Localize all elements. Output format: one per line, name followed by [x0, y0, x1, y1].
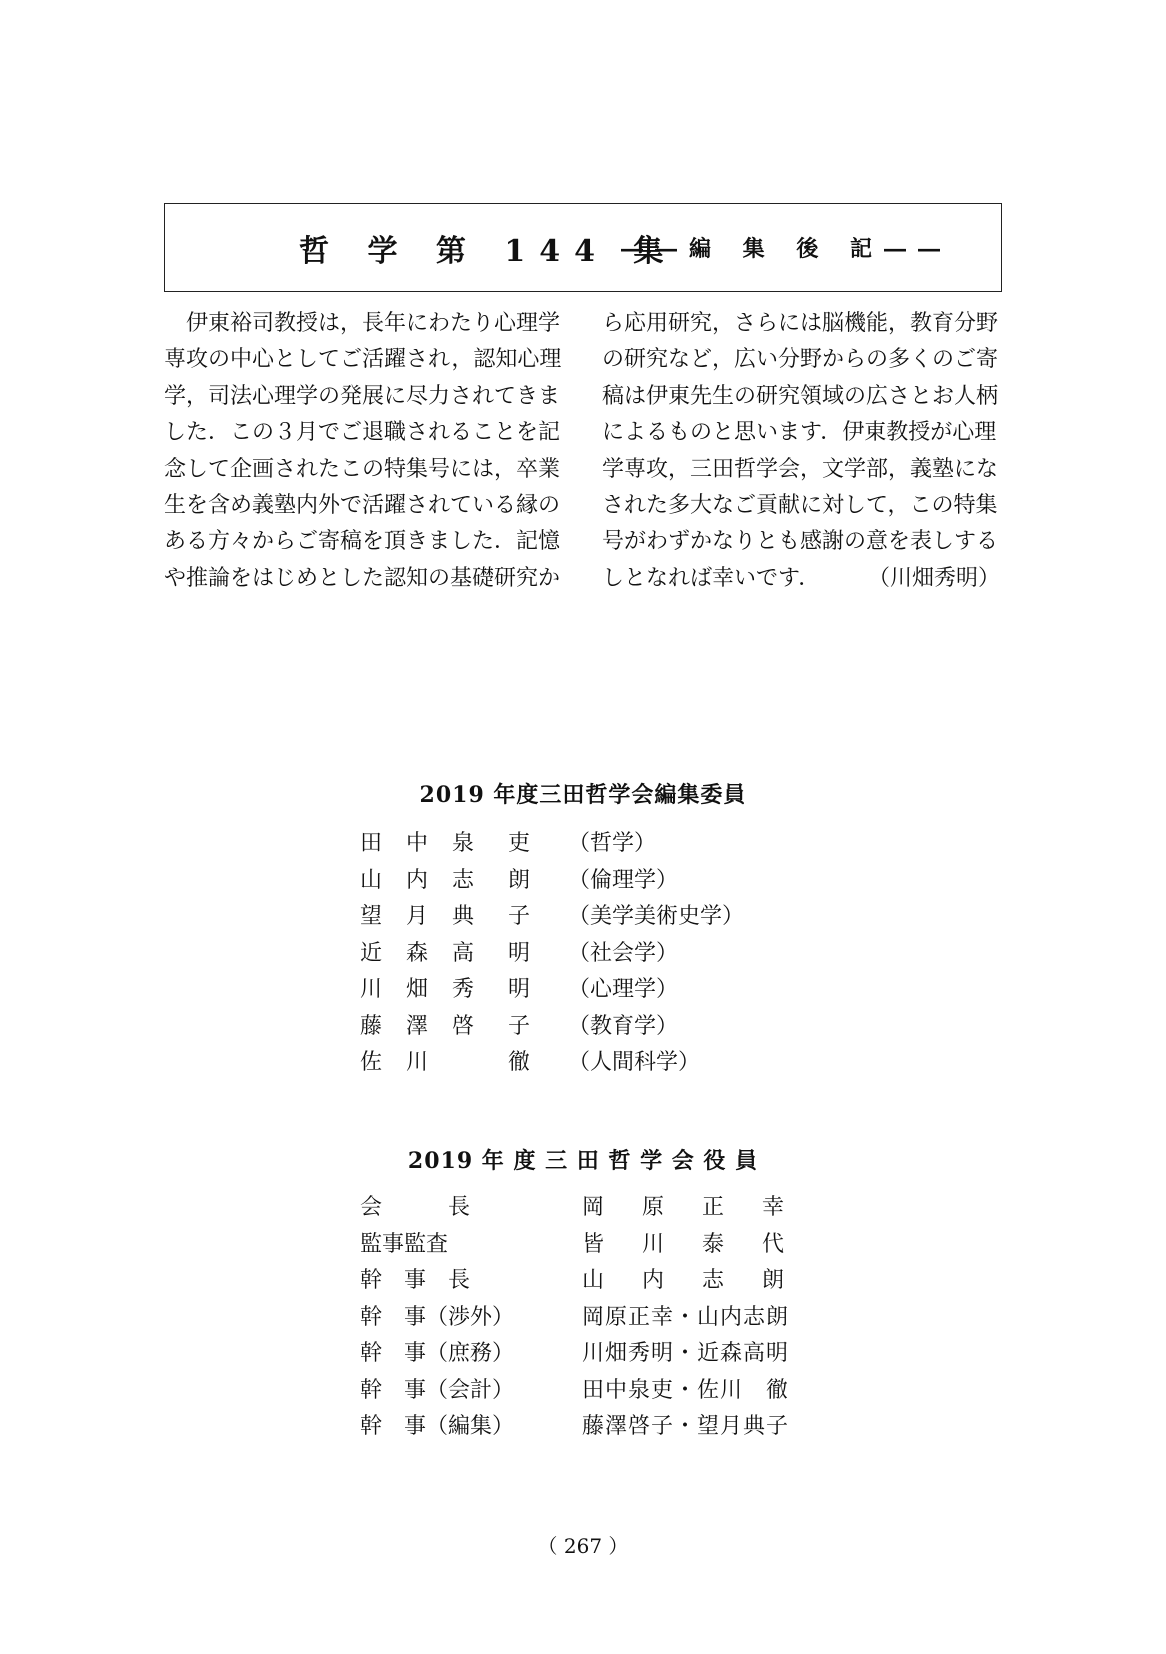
member-department: （倫理学） — [568, 867, 679, 893]
member-name-char: 子 — [508, 904, 531, 929]
officer-name-char: 内 — [642, 1268, 665, 1293]
member-name-char: 高 — [452, 940, 475, 966]
member-name-char: 秀 — [452, 977, 475, 1002]
officer-name-char: 岡 — [582, 1195, 605, 1220]
text-line: 学，司法心理学の発展に尽力されてきま — [164, 383, 561, 409]
member-name-char: 内 — [406, 867, 429, 893]
text-line: 専攻の中心としてご活躍され，認知心理 — [164, 347, 562, 373]
signature: （川畑秀明） — [867, 565, 1000, 591]
text-line: 念して企画されたこの特集号には，卒業 — [164, 456, 561, 482]
section-subtitle: ――編 集 後 記―― — [621, 236, 952, 262]
member-name-char: 森 — [406, 940, 429, 966]
member-name-char: 吏 — [508, 831, 531, 856]
member-name-char: 佐 — [360, 1050, 383, 1075]
member-name-char: 徹 — [508, 1050, 531, 1075]
text-line-final: しとなれば幸いです． — [602, 565, 821, 591]
officer-name-char: 泰 — [702, 1231, 725, 1257]
officer-role: 幹 事（編集） — [360, 1414, 515, 1439]
member-name-char: 啓 — [452, 1013, 475, 1039]
officer-name-char: 山 — [582, 1268, 605, 1293]
postscript-left-column — [164, 306, 562, 597]
member-department: （人間科学） — [568, 1050, 701, 1075]
officer-role: 幹 事（渉外） — [360, 1304, 515, 1330]
member-name-char: 山 — [360, 867, 383, 893]
member-name-char: 明 — [508, 940, 531, 966]
officer-names: 川畑秀明・近森高明 — [582, 1341, 790, 1366]
member-name-char: 近 — [360, 940, 383, 966]
text-line: 伊東裕司教授は，長年にわたり心理学 — [164, 311, 561, 336]
member-name-char: 月 — [406, 904, 429, 929]
member-department: （心理学） — [568, 977, 679, 1002]
member-name-char: 志 — [452, 867, 475, 893]
text-line: や推論をはじめとした認知の基礎研究か — [164, 565, 561, 591]
officer-name-char: 正 — [702, 1195, 725, 1220]
member-name-char: 澤 — [406, 1013, 429, 1039]
member-name-char: 川 — [406, 1050, 429, 1075]
officer-role: 幹 事（庶務） — [360, 1341, 515, 1366]
member-name-char: 明 — [508, 977, 531, 1002]
officer-names: 岡原正幸・山内志朗 — [582, 1304, 790, 1330]
postscript-right-column — [602, 306, 1000, 597]
member-name-char: 川 — [360, 977, 383, 1002]
page-number: （ 267 ） — [537, 1534, 629, 1558]
member-name-char: 田 — [360, 831, 383, 856]
text-line: 号がわずかなりとも感謝の意を表しする — [602, 529, 999, 555]
officer-name-char: 代 — [762, 1231, 785, 1257]
officer-name-char: 志 — [702, 1268, 725, 1293]
member-name-char: 望 — [360, 904, 383, 929]
member-name-char: 子 — [508, 1013, 531, 1039]
text-line: ら応用研究，さらには脳機能，教育分野 — [602, 311, 999, 336]
officer-name-char: 幸 — [762, 1195, 785, 1220]
text-line: 学専攻，三田哲学会，文学部，義塾にな — [602, 456, 999, 482]
member-name-char: 典 — [452, 904, 475, 929]
officer-names: 田中泉吏・佐川 徹 — [582, 1377, 790, 1403]
officer-role: 会 長 — [360, 1195, 471, 1220]
officer-name-char: 皆 — [582, 1231, 605, 1257]
member-department: （社会学） — [568, 940, 679, 966]
journal-title: 哲 学 第 144 集 — [299, 234, 678, 269]
text-line: 生を含め義塾内外で活躍されている縁の — [164, 492, 561, 518]
text-line: した．この３月でご退職されることを記 — [164, 420, 561, 446]
officer-role: 幹 事（会計） — [360, 1377, 515, 1403]
officer-name-char: 原 — [642, 1195, 665, 1220]
officer-names: 藤澤啓子・望月典子 — [582, 1414, 790, 1439]
member-name-char: 藤 — [360, 1013, 383, 1039]
member-department: （美学美術史学） — [568, 904, 745, 929]
title-box — [164, 203, 1002, 292]
text-line: によるものと思います．伊東教授が心理 — [602, 420, 997, 446]
member-department: （教育学） — [568, 1013, 679, 1039]
officer-name-char: 朗 — [762, 1268, 785, 1293]
officer-role: 幹 事 長 — [360, 1268, 471, 1293]
text-line: ある方々からご寄稿を頂きました．記憶 — [164, 529, 561, 555]
officer-role: 監事監査 — [360, 1231, 449, 1257]
text-line: 稿は伊東先生の研究領域の広さとお人柄 — [602, 383, 999, 409]
text-line: の研究など，広い分野からの多くのご寄 — [602, 347, 999, 373]
committee-title: 2019 年度三田哲学会編集委員 — [419, 782, 747, 808]
text-line-last — [602, 561, 1000, 597]
text-line: された多大なご貢献に対して，この特集 — [602, 492, 998, 518]
member-name-char: 中 — [406, 831, 429, 856]
officer-name-char: 川 — [642, 1231, 665, 1257]
member-name-char: 朗 — [508, 867, 531, 893]
member-department: （哲学） — [568, 831, 657, 856]
member-name-char: 泉 — [452, 831, 475, 856]
officers-title: 2019 年 度 三 田 哲 学 会 役 員 — [407, 1148, 759, 1174]
member-name-char: 畑 — [406, 977, 429, 1002]
